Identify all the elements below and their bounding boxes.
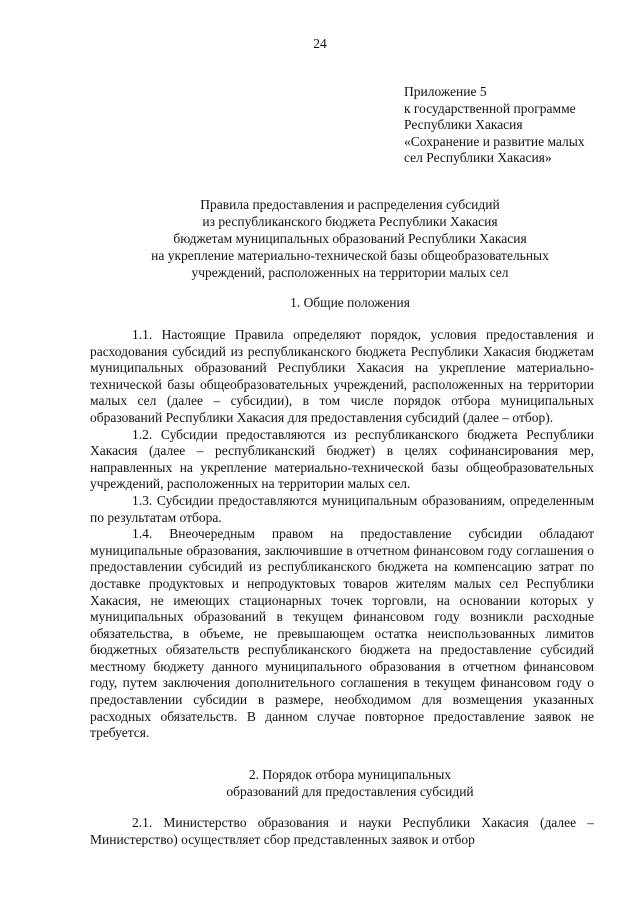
paragraph-2-1: 2.1. Министерство образования и науки Республики Хакасия (далее – Министерство) осуществляет сбор представленных заявок и отбор [90, 815, 594, 847]
title-line: учреждений, расположенных на территории малых сел [191, 265, 509, 280]
paragraph-1-1: 1.1. Настоящие Правила определяют порядок, условия предоставления и расходования субсидий из республиканского бюджета Республики Хакасия бюджетам муниципальных образований Республики Хакасия на укрепление материально-технической базы общеобразовательных учреждений, расположенных на территории малых сел (далее – субсидии), в том числе порядок отбора муниципальных образований Республики Хакасия для предоставления субсидий (далее – отбор). [90, 327, 594, 425]
section-2-body [90, 814, 594, 848]
appendix-line: Республики Хакасия [404, 117, 523, 132]
section-heading-line: 2. Порядок отбора муниципальных [248, 767, 452, 782]
appendix-line: к государственной программе [404, 100, 576, 116]
appendix-line: «Сохранение и развитие малых [404, 133, 585, 149]
title-line: на укрепление материально-технической базы общеобразовательных [151, 248, 549, 263]
document-title [90, 196, 610, 281]
title-line: из республиканского бюджета Республики Хакасия [202, 214, 498, 229]
paragraph-1-3: 1.3. Субсидии предоставляются муниципальным образованиям, определенным по результатам отбора. [90, 492, 594, 525]
title-line: Правила предоставления и распределения субсидий [200, 197, 500, 212]
page-number: 24 [313, 36, 327, 51]
section-heading-line: образований для предоставления субсидий [226, 784, 474, 799]
section-1-heading [90, 294, 610, 311]
appendix-block [404, 84, 634, 167]
appendix-line: Приложение 5 [404, 84, 487, 99]
section-1-body [90, 327, 594, 742]
title-line: бюджетам муниципальных образований Республики Хакасия [173, 231, 527, 246]
section-heading-text: 1. Общие положения [290, 295, 410, 310]
appendix-line: сел Республики Хакасия» [404, 150, 552, 165]
paragraph-1-4: 1.4. Внеочередным правом на предоставление субсидии обладают муниципальные образования, заключившие в отчетном финансовом году соглашения о предоставлении субсидий из республиканского бюджета на компенсацию затрат по доставке продуктовых и непродуктовых товаров жителям малых сел Республики Хакасия, не имеющих стационарных точек торговли, на основании которых у муниципальных образований в текущем финансовом году возникли расходные обязательства, в объеме, не превышающем остатка неиспользованных лимитов бюджетных обязательств республиканского бюджета на предоставление субсидий местному бюджету данного муниципального образования в отчетном финансовом году, путем заключения дополнительного соглашения в текущем финансовом году о предоставлении субсидии в размере, необходимом для возмещения указанных расходных обязательств. В данном случае повторное предоставление заявок не требуется. [90, 526, 594, 741]
section-2-heading [90, 766, 610, 800]
paragraph-1-2: 1.2. Субсидии предоставляются из республиканского бюджета Республики Хакасия (далее – республиканский бюджет) в целях софинансирования мер, направленных на укрепление материально-технической базы общеобразовательных учреждений, расположенных на территории малых сел. [90, 426, 594, 492]
